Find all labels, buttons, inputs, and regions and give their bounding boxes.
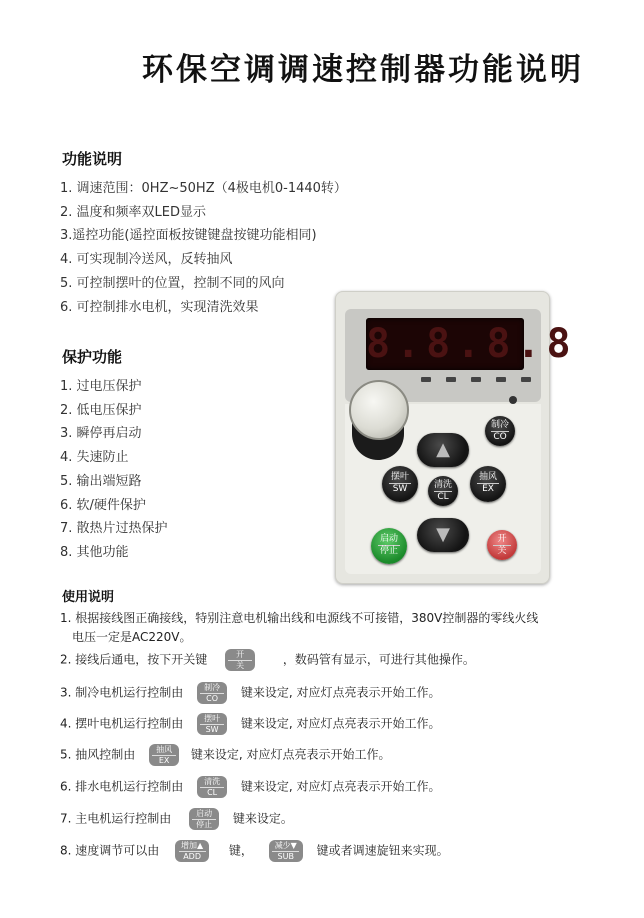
list-item: 1. 过电压保护 [60, 379, 142, 394]
sub-key-icon: 减少▼ SUB [269, 840, 303, 862]
list-item: 8. 其他功能 [60, 544, 129, 560]
up-arrow-key[interactable] [417, 433, 469, 467]
usage-heading: 使用说明 [62, 590, 115, 605]
clean-key[interactable]: 清洗 CL [428, 476, 458, 506]
usage-line-5: 5. 抽风控制由 抽风 EX 键来设定, 对应灯点亮表示开始工作。 [60, 745, 391, 765]
list-item: 6. 软/硬件保护 [60, 497, 146, 513]
list-item: 2. 温度和频率双LED显示 [60, 204, 207, 220]
usage-line-8: 8. 速度调节可以由 增加▲ ADD 键， 减少▼ SUB 键或者调速旋钮来实现。 [60, 841, 449, 861]
list-item: 7. 散热片过热保护 [60, 521, 168, 537]
list-item: 5. 输出端短路 [60, 473, 142, 489]
down-arrow-icon: ▼ [436, 524, 450, 545]
usage-line-7: 7. 主电机运行控制由 启动 停止 键来设定。 [60, 809, 293, 829]
add-key-icon: 增加▲ ADD [175, 840, 209, 862]
usage-line-3: 3. 制冷电机运行控制由 制冷 CO 键来设定, 对应灯点亮表示开始工作。 [60, 683, 441, 703]
start-stop-key-icon: 启动 停止 [189, 808, 219, 830]
protection-heading: 保护功能 [62, 348, 123, 366]
exhaust-key[interactable]: 抽风 EX [470, 466, 506, 502]
led-display: 8.8.8.8 [366, 318, 524, 370]
usage-line-6: 6. 排水电机运行控制由 清洗 CL 键来设定, 对应灯点亮表示开始工作。 [60, 777, 441, 797]
list-item: 5. 可控制摆叶的位置，控制不同的风向 [60, 275, 285, 291]
indicator-led [446, 377, 456, 382]
swing-key[interactable]: 摆叶 SW [382, 466, 418, 502]
list-item: 4. 失速防止 [60, 450, 129, 466]
list-item: 2. 低电压保护 [60, 402, 142, 418]
list-item: 3.遥控功能(遥控面板按键键盘按键功能相同) [60, 228, 317, 244]
indicator-led [521, 377, 531, 382]
exhaust-key-icon: 抽风 EX [149, 744, 179, 766]
features-list [60, 177, 347, 319]
usage-line-1-cont: 电压一定是AC220V。 [72, 630, 192, 644]
start-stop-key[interactable]: 启动 停止 [371, 528, 407, 564]
list-item: 6. 可控制排水电机，实现清洗效果 [60, 299, 259, 315]
swing-key-icon: 摆叶 SW [197, 713, 227, 735]
protection-list [60, 375, 168, 565]
usage-line-4: 4. 摆叶电机运行控制由 摆叶 SW 键来设定, 对应灯点亮表示开始工作。 [60, 714, 441, 734]
cool-key-icon: 制冷 CO [197, 682, 227, 704]
document-title: 环保空调调速控制器功能说明 [142, 52, 584, 88]
up-arrow-icon: ▲ [436, 439, 450, 460]
speed-knob[interactable] [349, 380, 409, 440]
usage-line-1: 1. 根据接线图正确接线，特别注意电机输出线和电源线不可接错，380V控制器的零线火线 [60, 611, 539, 625]
features-heading: 功能说明 [62, 150, 123, 168]
cool-key[interactable]: 制冷 CO [485, 416, 515, 446]
indicator-led [421, 377, 431, 382]
list-item: 3. 瞬停再启动 [60, 426, 142, 442]
remote-sensor-icon [509, 396, 517, 404]
down-arrow-key[interactable] [417, 518, 469, 552]
usage-line-2: 2. 接线后通电，按下开关键 开 关 ，数码管有显示，可进行其他操作。 [60, 650, 475, 670]
indicator-led [496, 377, 506, 382]
power-key-icon: 开 关 [225, 649, 255, 671]
indicator-led [471, 377, 481, 382]
power-key[interactable]: 开 关 [487, 530, 517, 560]
list-item: 4. 可实现制冷送风，反转抽风 [60, 252, 233, 268]
list-item: 1. 调速范围：0HZ~50HZ（4极电机0-1440转） [60, 181, 347, 196]
clean-key-icon: 清洗 CL [197, 776, 227, 798]
